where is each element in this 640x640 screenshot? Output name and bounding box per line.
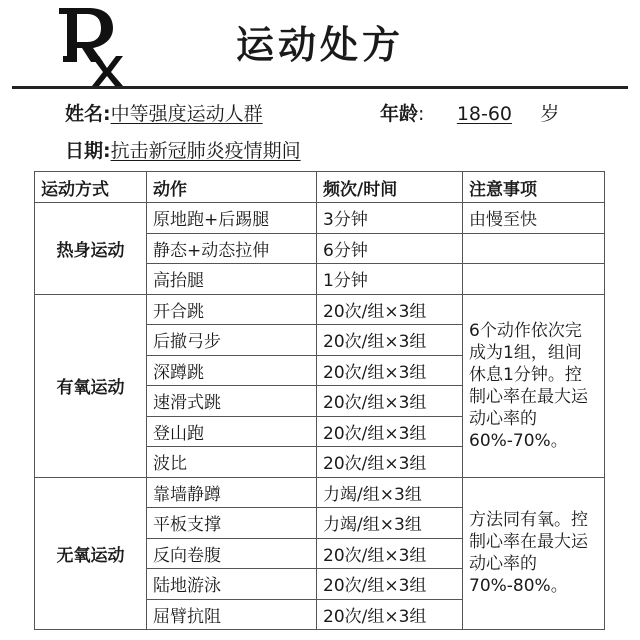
frequency-cell: 力竭/组×3组 (317, 508, 463, 539)
action-cell: 高抬腿 (147, 264, 317, 295)
column-header-frequency: 频次/时间 (317, 172, 463, 203)
frequency-cell: 1分钟 (317, 264, 463, 295)
category-cell: 热身运动 (35, 203, 147, 295)
table-row (35, 477, 605, 508)
age-label: 年龄 (380, 103, 419, 125)
frequency-cell: 3分钟 (317, 203, 463, 234)
action-cell: 速滑式跳 (147, 386, 317, 417)
age-row (380, 99, 559, 126)
name-label: 姓名: (65, 103, 111, 125)
frequency-cell: 20次/组×3组 (317, 325, 463, 356)
note-cell: 由慢至快 (463, 203, 605, 234)
frequency-cell: 20次/组×3组 (317, 569, 463, 600)
action-cell: 陆地游泳 (147, 569, 317, 600)
frequency-cell: 20次/组×3组 (317, 355, 463, 386)
frequency-cell: 20次/组×3组 (317, 386, 463, 417)
table-header-row (35, 172, 605, 203)
document-title: 运动处方 (235, 23, 404, 67)
frequency-cell: 20次/组×3组 (317, 599, 463, 630)
exercise-table (34, 171, 605, 630)
title-divider (12, 86, 628, 89)
frequency-cell: 20次/组×3组 (317, 294, 463, 325)
age-unit: 岁 (540, 103, 560, 125)
action-cell: 静态+动态拉伸 (147, 233, 317, 264)
category-cell: 无氧运动 (35, 477, 147, 630)
action-cell: 开合跳 (147, 294, 317, 325)
age-colon: : (418, 103, 425, 125)
frequency-cell: 力竭/组×3组 (317, 477, 463, 508)
action-cell: 反向卷腹 (147, 538, 317, 569)
action-cell: 后撤弓步 (147, 325, 317, 356)
table-row (35, 203, 605, 234)
name-row (65, 99, 263, 126)
action-cell: 登山跑 (147, 416, 317, 447)
frequency-cell: 20次/组×3组 (317, 447, 463, 478)
column-header-notes: 注意事项 (463, 172, 605, 203)
date-value: 抗击新冠肺炎疫情期间 (110, 140, 301, 162)
frequency-cell: 20次/组×3组 (317, 538, 463, 569)
frequency-cell: 20次/组×3组 (317, 416, 463, 447)
note-cell: 方法同有氧。控制心率在最大运动心率的70%-80%。 (463, 477, 605, 630)
frequency-cell: 6分钟 (317, 233, 463, 264)
note-cell (463, 264, 605, 295)
note-cell: 6个动作依次完成为1组，组间休息1分钟。控制心率在最大运动心率的60%-70%。 (463, 294, 605, 477)
column-header-method: 运动方式 (35, 172, 147, 203)
action-cell: 屈臂抗阻 (147, 599, 317, 630)
action-cell: 靠墙静蹲 (147, 477, 317, 508)
table-row (35, 294, 605, 325)
action-cell: 平板支撑 (147, 508, 317, 539)
column-header-action: 动作 (147, 172, 317, 203)
action-cell: 波比 (147, 447, 317, 478)
date-row (65, 136, 301, 163)
date-label: 日期: (65, 140, 111, 162)
category-cell: 有氧运动 (35, 294, 147, 477)
action-cell: 深蹲跳 (147, 355, 317, 386)
action-cell: 原地跑+后踢腿 (147, 203, 317, 234)
name-value: 中等强度运动人群 (110, 103, 263, 125)
age-value: 18-60 (456, 103, 513, 125)
note-cell (463, 233, 605, 264)
